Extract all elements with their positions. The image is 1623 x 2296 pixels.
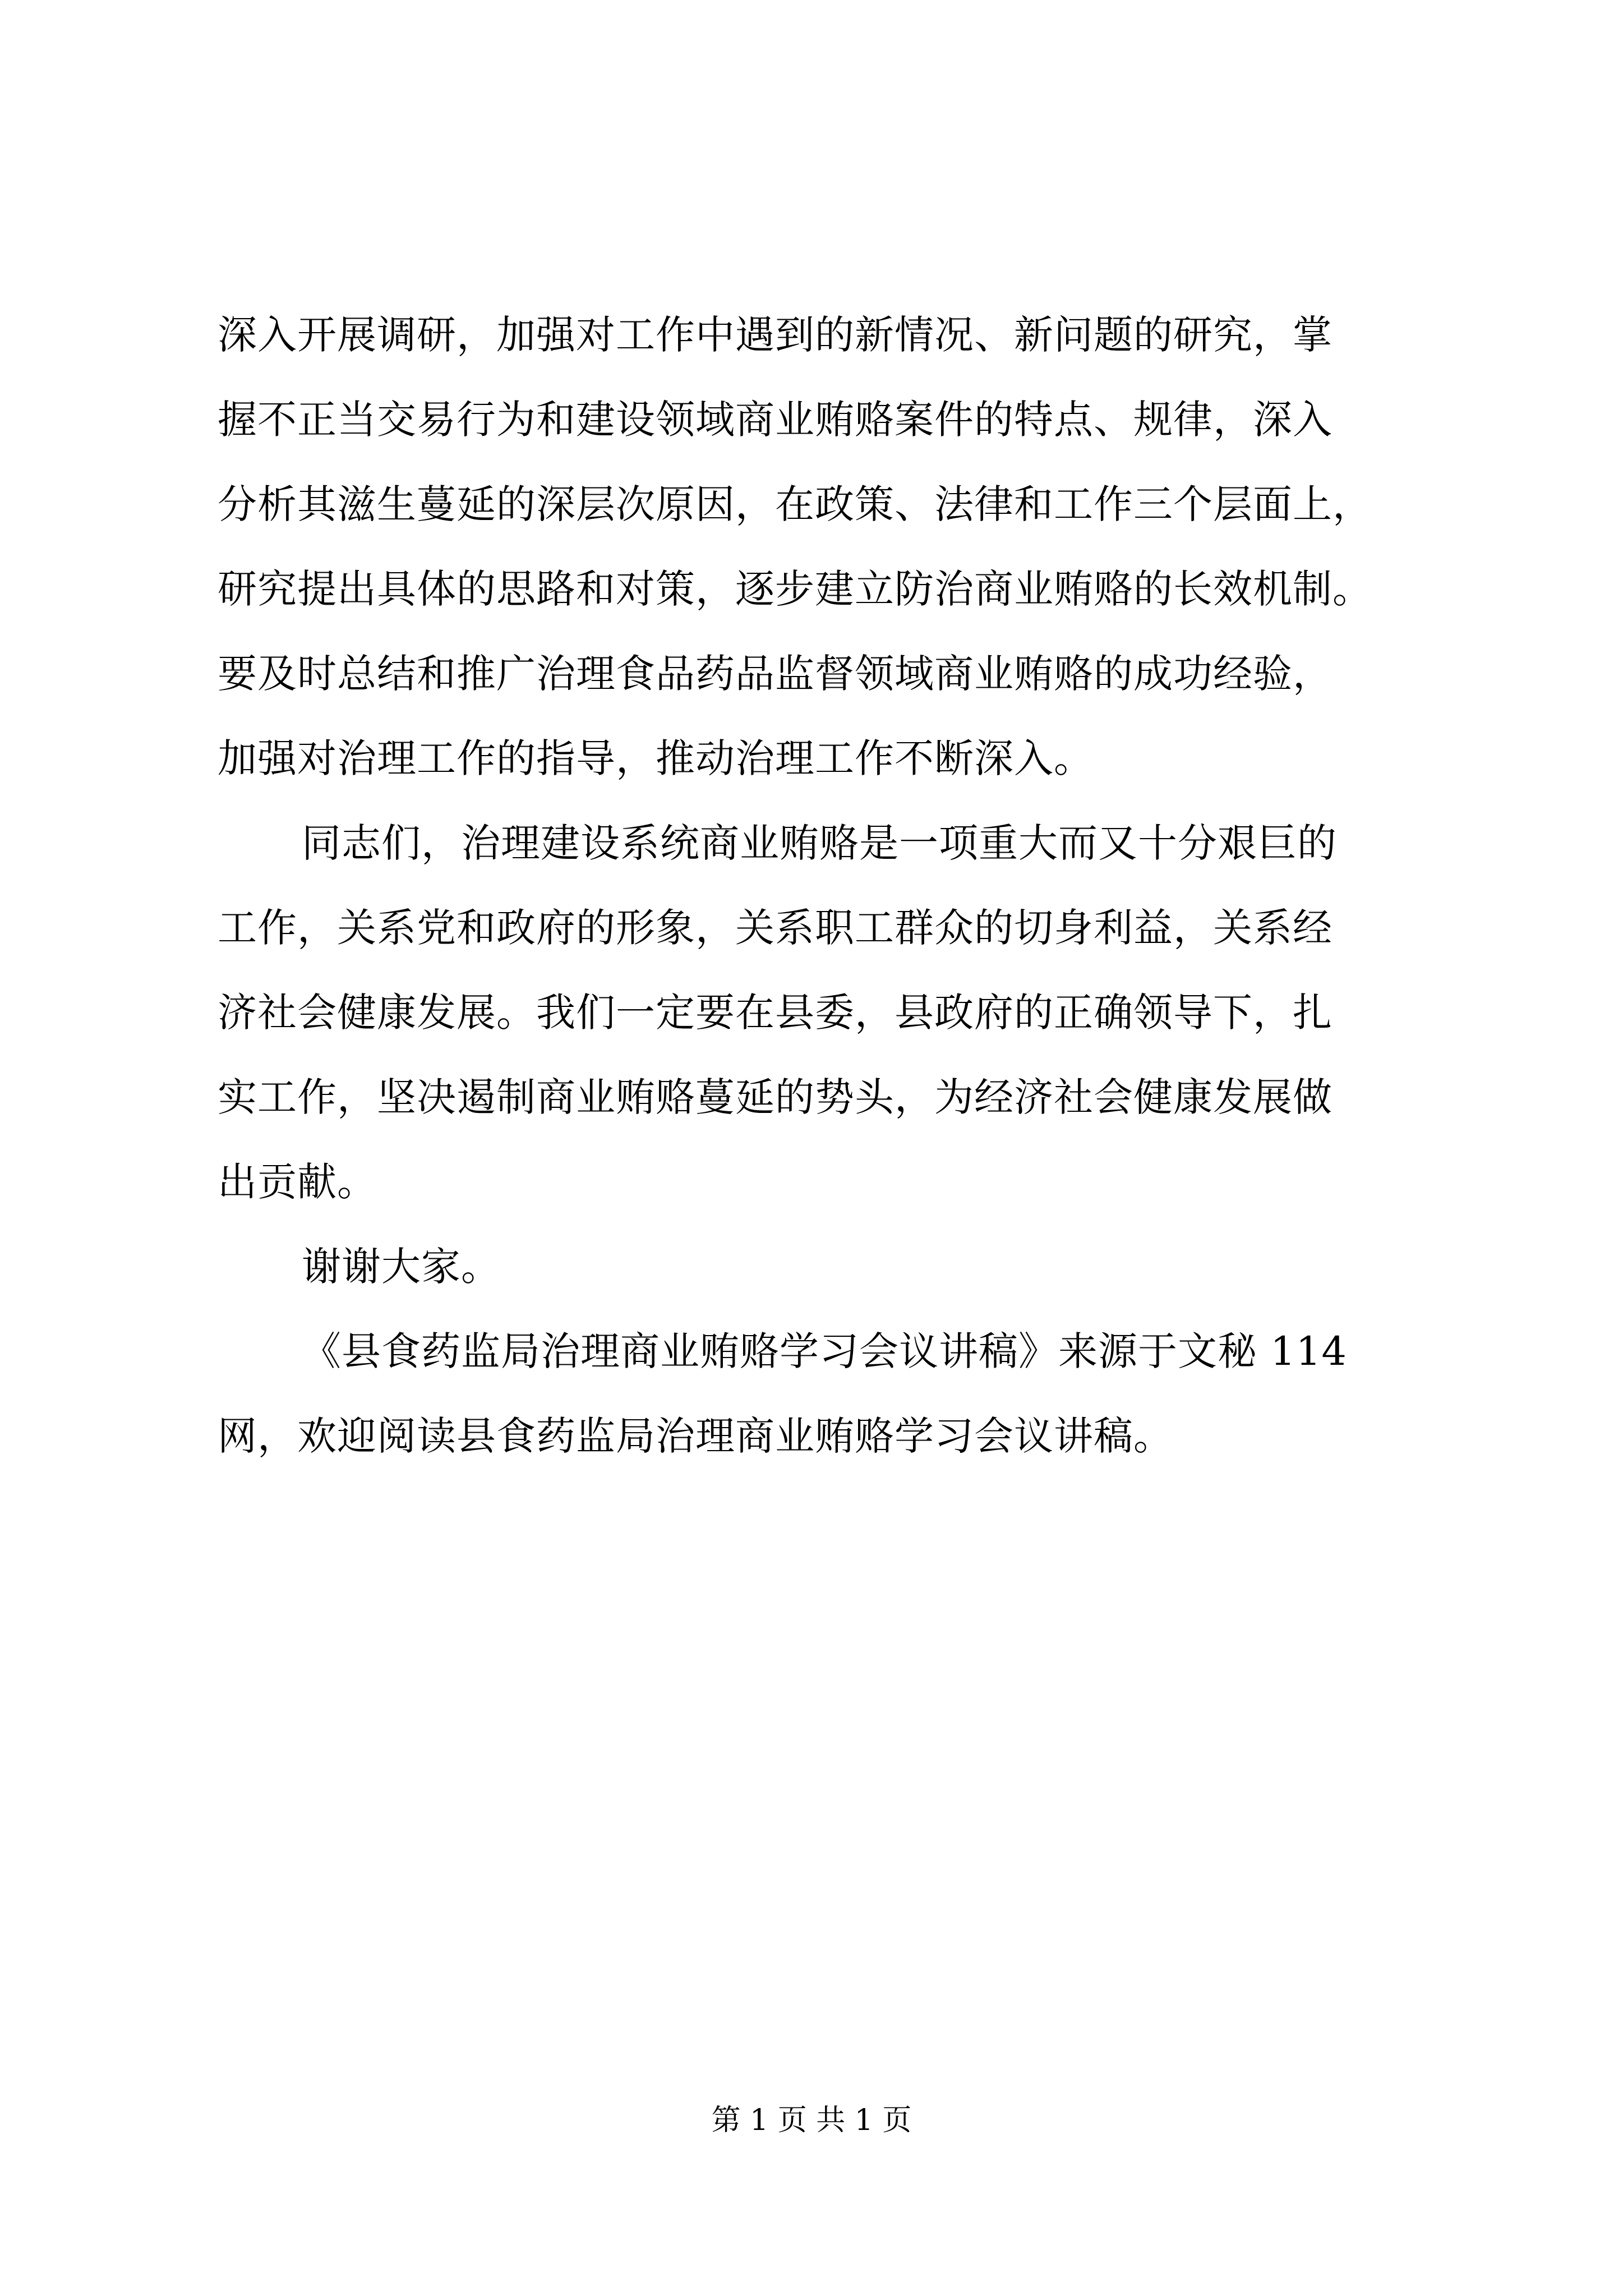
paragraph-2-line-2: 工作，关系党和政府的形象，关系职工群众的切身利益，关系经 (218, 905, 1332, 951)
paragraph-1-line-4: 研究提出具体的思路和对策，逐步建立防治商业贿赂的长效机制。 (218, 566, 1372, 612)
paragraph-2-line-5: 出贡献。 (218, 1159, 377, 1205)
page-footer: 第 1 页 共 1 页 (711, 2104, 912, 2137)
document-body (218, 293, 1418, 1479)
paragraph-1-line-5: 要及时总结和推广治理食品药品监督领域商业贿赂的成功经验， (218, 651, 1332, 697)
paragraph-2-line-1: 同志们，治理建设系统商业贿赂是一项重大而又十分艰巨的 (302, 820, 1337, 866)
paragraph-2-line-3: 济社会健康发展。我们一定要在县委，县政府的正确领导下，扎 (218, 990, 1332, 1036)
paragraph-4-line-1: 《县食药监局治理商业贿赂学习会议讲稿》来源于文秘 114 (302, 1328, 1347, 1374)
paragraph-2-line-4: 实工作，坚决遏制商业贿赂蔓延的势头，为经济社会健康发展做 (218, 1074, 1332, 1120)
paragraph-1-line-6: 加强对治理工作的指导，推动治理工作不断深入。 (218, 735, 1094, 781)
paragraph-1-line-1: 深入开展调研，加强对工作中遇到的新情况、新问题的研究，掌 (218, 312, 1332, 358)
paragraph-1-line-2: 握不正当交易行为和建设领域商业贿赂案件的特点、规律，深入 (218, 397, 1332, 443)
paragraph-1-line-3: 分析其滋生蔓延的深层次原因，在政策、法律和工作三个层面上， (218, 481, 1372, 527)
paragraph-4-line-2: 网，欢迎阅读县食药监局治理商业贿赂学习会议讲稿。 (218, 1413, 1173, 1459)
paragraph-3-line-1: 谢谢大家。 (302, 1244, 501, 1290)
